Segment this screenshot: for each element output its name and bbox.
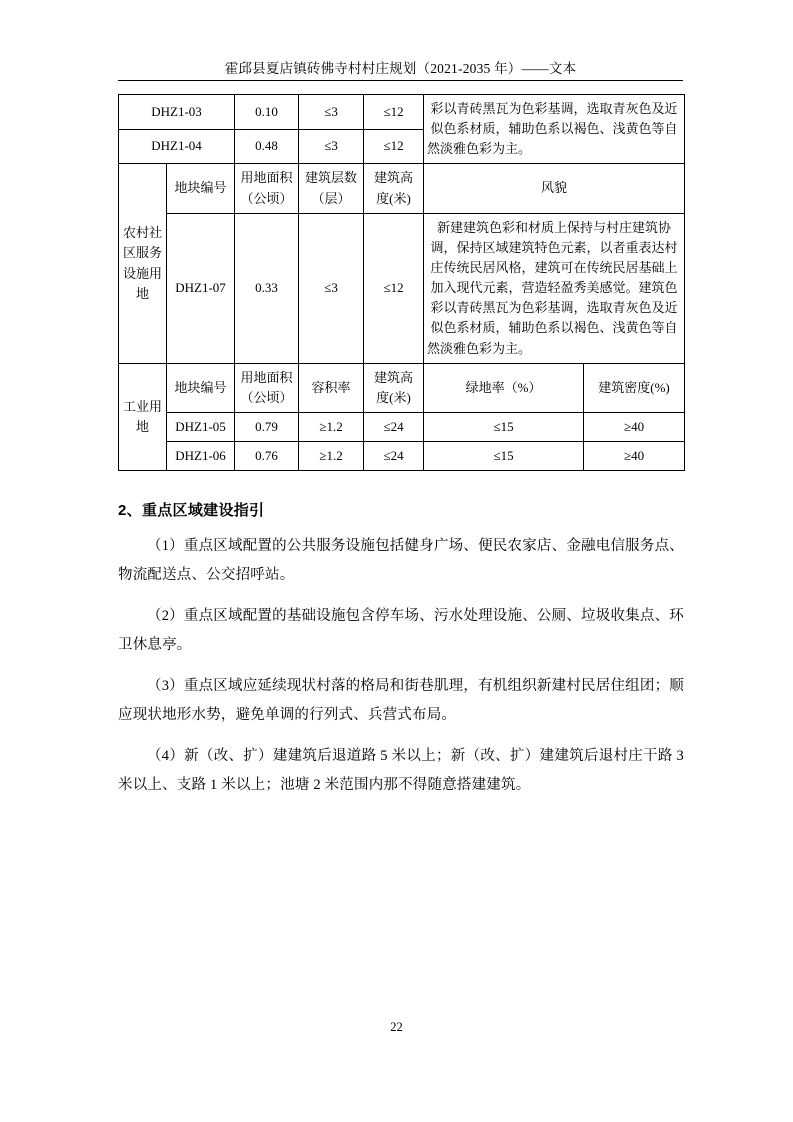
- paragraph-3: （3）重点区域应延续现状村落的格局和街巷肌理，有机组织新建村民居住组团；顺应现状地形水势，避免单调的行列式、兵营式布局。: [118, 678, 684, 724]
- cell-style-text: 彩以青砖黑瓦为色彩基调，选取青灰色及近似色系材质，辅助色系以褐色、浅黄色等自然淡雅色彩为主。: [424, 95, 685, 164]
- header-green-ratio: 绿地率（%）: [424, 363, 584, 412]
- table-row: [119, 442, 685, 471]
- page-number: 22: [390, 1020, 403, 1034]
- header-building-density: 建筑密度(%): [584, 363, 685, 412]
- cell-building-density: ≥40: [584, 412, 685, 441]
- section-heading: 2、重点区域建设指引: [118, 502, 265, 520]
- header-height-line1: 建筑高: [374, 369, 414, 385]
- cell-floors: ≤3: [299, 213, 364, 363]
- cell-row-label-industrial: 工业用地: [119, 363, 167, 471]
- cell-code: DHZ1-07: [167, 213, 235, 363]
- cell-style-text: 新建建筑色彩和材质上保持与村庄建筑协调，保持区域建筑特色元素，以者重表达村庄传统民居风格，建筑可在传统民居基础上加入现代元素，营造轻盈秀美感觉。建筑色彩以青砖黑瓦为色彩基调，选取青灰色及近似色系材质，辅助色系以褐色、浅黄色等自然淡雅色彩为主。: [424, 213, 685, 363]
- header-area-line1: 用地面积: [240, 170, 293, 186]
- cell-area: 0.48: [235, 129, 299, 164]
- page-content: [118, 94, 684, 800]
- header-height: [364, 363, 424, 412]
- header-code: 地块编号: [167, 164, 235, 213]
- header-area-line2: （公顷）: [240, 190, 293, 206]
- cell-green-ratio: ≤15: [424, 442, 584, 471]
- page-header: 霍邱县夏店镇砖佛寺村村庄规划（2021-2035 年）——文本: [224, 61, 577, 76]
- header-area: [235, 164, 299, 213]
- cell-area: 0.76: [235, 442, 299, 471]
- header-height: [364, 164, 424, 213]
- cell-height: ≤24: [364, 412, 424, 441]
- header-area-line1: 用地面积: [240, 369, 293, 385]
- header-floors-line1: 建筑层数: [305, 170, 358, 186]
- header-floors: [299, 164, 364, 213]
- header-height-line1: 建筑高: [374, 170, 414, 186]
- cell-code: DHZ1-05: [167, 412, 235, 441]
- table-row: [119, 213, 685, 363]
- header-floors-line2: （层）: [311, 190, 351, 206]
- cell-far: ≥1.2: [299, 442, 364, 471]
- header-divider: [118, 80, 683, 81]
- cell-height: ≤12: [364, 213, 424, 363]
- header-style: 风貌: [424, 164, 685, 213]
- table-header-row: [119, 363, 685, 412]
- land-use-spec-table: [118, 94, 685, 471]
- paragraph-4: （4）新（改、扩）建建筑后退道路 5 米以上；新（改、扩）建建筑后退村庄干路 3 米以上、支路 1 米以上；池塘 2 米范围内那不得随意搭建建筑。: [118, 748, 684, 794]
- cell-code: DHZ1-03: [119, 95, 235, 130]
- cell-far: ≥1.2: [299, 412, 364, 441]
- header-area-line2: （公顷）: [240, 389, 293, 405]
- table-header-row: [119, 164, 685, 213]
- table-row: [119, 412, 685, 441]
- cell-code: DHZ1-06: [167, 442, 235, 471]
- cell-floors: ≤3: [299, 129, 364, 164]
- cell-height: ≤24: [364, 442, 424, 471]
- table-row: [119, 95, 685, 130]
- cell-area: 0.33: [235, 213, 299, 363]
- cell-height: ≤12: [364, 129, 424, 164]
- paragraph-1: （1）重点区域配置的公共服务设施包括健身广场、便民农家店、金融电信服务点、物流配送点、公交招呼站。: [118, 538, 684, 584]
- header-area: [235, 363, 299, 412]
- header-height-line2: 度(米): [376, 190, 411, 206]
- header-height-line2: 度(米): [376, 389, 411, 405]
- cell-building-density: ≥40: [584, 442, 685, 471]
- cell-area: 0.79: [235, 412, 299, 441]
- header-far: 容积率: [299, 363, 364, 412]
- paragraph-2: （2）重点区域配置的基础设施包含停车场、污水处理设施、公厕、垃圾收集点、环卫休息亭。: [118, 608, 684, 654]
- cell-row-label-rural-service: 农村社区服务设施用地: [119, 164, 167, 363]
- cell-floors: ≤3: [299, 95, 364, 130]
- header-code: 地块编号: [167, 363, 235, 412]
- cell-height: ≤12: [364, 95, 424, 130]
- cell-code: DHZ1-04: [119, 129, 235, 164]
- cell-green-ratio: ≤15: [424, 412, 584, 441]
- cell-area: 0.10: [235, 95, 299, 130]
